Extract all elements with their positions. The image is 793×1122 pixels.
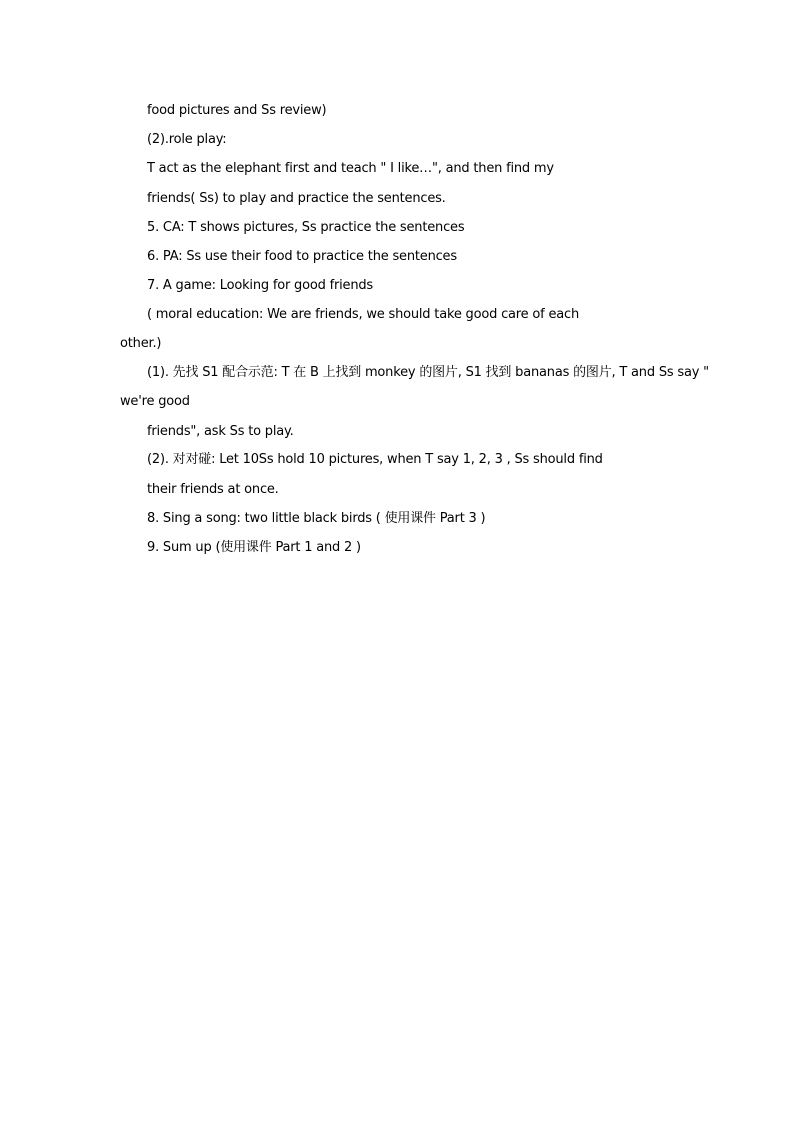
- text-line-demo-step: (1). 先找 S1 配合示范: T 在 B 上找到 monkey 的图片, S1 找到 bananas 的图片, T and Ss say ": [147, 365, 709, 380]
- text-line-game: 7. A game: Looking for good friends: [147, 278, 373, 293]
- text-line-demo-step-cont: we're good: [120, 394, 190, 409]
- text-line-role-play-instruction: T act as the elephant first and teach " I like…", and then find my: [147, 161, 554, 176]
- text-line-sum-up: 9. Sum up (使用课件 Part 1 and 2 ): [147, 540, 361, 555]
- text-line-pa: 6. PA: Ss use their food to practice the sentences: [147, 249, 457, 264]
- text-line-moral-education-cont: other.): [120, 336, 162, 351]
- text-line-ca: 5. CA: T shows pictures, Ss practice the sentences: [147, 220, 465, 235]
- text-line-demo-step-end: friends", ask Ss to play.: [147, 424, 294, 439]
- text-line-moral-education: ( moral education: We are friends, we should take good care of each: [147, 307, 580, 322]
- text-line-match-game: (2). 对对碰: Let 10Ss hold 10 pictures, when T say 1, 2, 3 , Ss should find: [147, 452, 603, 467]
- text-line-song: 8. Sing a song: two little black birds ( 使用课件 Part 3 ): [147, 511, 486, 526]
- text-line-match-game-cont: their friends at once.: [147, 482, 279, 497]
- text-line-role-play-heading: (2).role play:: [147, 132, 227, 147]
- text-line-review: food pictures and Ss review): [147, 103, 327, 118]
- text-line-role-play-practice: friends( Ss) to play and practice the sentences.: [147, 191, 446, 206]
